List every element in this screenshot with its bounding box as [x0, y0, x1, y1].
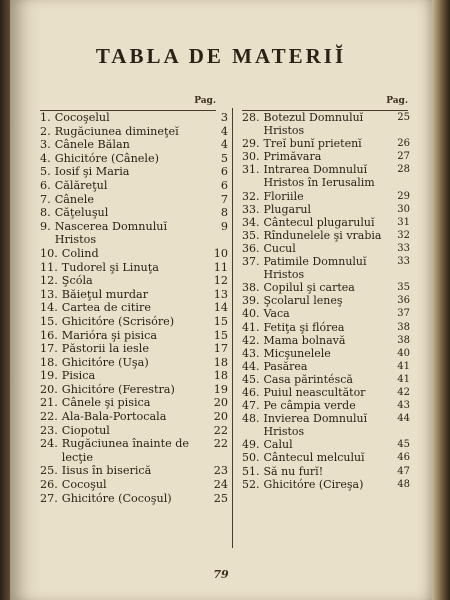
entry-title: Puiul neascultător: [263, 385, 366, 399]
contents-entry: [242, 150, 410, 163]
entry-number: 34.: [242, 215, 260, 229]
entry-title: Treĭ bunĭ prietenĭ: [263, 137, 362, 151]
contents-entry: [242, 190, 410, 203]
entry-page: 25: [397, 112, 410, 123]
entry-number: 29.: [242, 137, 260, 151]
entry-title: Ghicitóre (Cânele): [54, 151, 159, 165]
entry-page: 11: [213, 260, 228, 274]
entry-page: 18: [213, 355, 228, 369]
entry-page: 33: [397, 256, 410, 268]
entry-number: 43.: [242, 346, 260, 360]
entry-page: 24: [213, 478, 228, 492]
contents-entry: [242, 438, 410, 451]
entry-page: 3: [220, 111, 228, 124]
pag-header-left: Pag.: [40, 96, 216, 111]
entry-number: 24.: [40, 437, 58, 451]
entry-page: 12: [213, 274, 228, 288]
entry-page: 14: [213, 301, 228, 315]
contents-entry: [242, 478, 410, 491]
contents-entry: [242, 412, 410, 438]
entry-number: 16.: [40, 328, 58, 342]
contents-entry: [242, 203, 410, 216]
contents-entry: [40, 315, 228, 329]
entry-title: Iosif şi Maria: [54, 165, 130, 179]
entry-title: Ghicitóre (Scrisóre): [61, 314, 175, 328]
entry-title: Păstorii la iesle: [61, 342, 149, 356]
entry-page: 9: [220, 219, 228, 233]
entry-page: 23: [213, 464, 228, 478]
entry-number: 25.: [40, 464, 58, 478]
entry-title: Marióra şi pisica: [61, 328, 158, 342]
contents-entry: [40, 410, 228, 424]
contents-entry: [40, 464, 228, 478]
entry-number: 19.: [40, 369, 58, 383]
entry-title: Cocoşul: [61, 478, 107, 492]
entry-title: Căţeluşul: [54, 206, 109, 220]
entry-number: 33.: [242, 202, 260, 216]
contents-entry: [242, 386, 410, 399]
entry-number: 15.: [40, 314, 58, 328]
entry-number: 13.: [40, 287, 58, 301]
contents-entry: [242, 294, 410, 307]
entry-number: 40.: [242, 307, 260, 321]
entry-page: 7: [220, 192, 228, 206]
contents-entry: [242, 242, 410, 255]
book-spine-shadow: [0, 0, 10, 600]
entry-number: 38.: [242, 281, 260, 295]
entry-page: 20: [213, 396, 228, 410]
entry-title: Cântecul melculuĭ: [263, 451, 365, 465]
entry-title: Cartea de citire: [61, 301, 151, 315]
entry-title: Primăvara: [263, 150, 322, 164]
contents-entry: [242, 360, 410, 373]
contents-entry: [40, 138, 228, 152]
entry-page: 41: [397, 373, 410, 385]
entry-number: 42.: [242, 333, 260, 347]
entry-page: 6: [220, 178, 228, 192]
contents-entry: [242, 399, 410, 412]
contents-entry: [242, 137, 410, 150]
entry-title: Copilul şi cartea: [263, 281, 355, 295]
entry-page: 42: [397, 386, 410, 398]
column-divider: [232, 108, 233, 548]
page-title: TABLA DE MATERIĬ: [95, 44, 347, 68]
entry-number: 5.: [40, 165, 51, 179]
contents-entry: [242, 216, 410, 229]
entry-title: Ciopotul: [61, 423, 110, 437]
entry-title: Mama bolnavă: [263, 333, 346, 347]
entry-number: 2.: [40, 124, 51, 138]
contents-column-left: [40, 96, 228, 505]
contents-entry: [40, 424, 228, 438]
entry-title: Casa părintéscă: [263, 372, 353, 386]
contents-entry: [242, 465, 410, 478]
entry-page: 43: [397, 400, 410, 412]
entry-title: Floriile: [263, 189, 304, 203]
contents-entry: [242, 255, 410, 281]
entry-title: Micşunelele: [263, 346, 331, 360]
entry-number: 14.: [40, 301, 58, 315]
entry-title: Cucul: [263, 241, 296, 255]
contents-entry: [242, 334, 410, 347]
entry-title: Cântecul plugaruluĭ: [263, 215, 375, 229]
entry-page: 38: [397, 321, 410, 333]
entry-number: 23.: [40, 423, 58, 437]
entry-title: Cocoşelul: [54, 111, 110, 124]
entry-page: 36: [397, 295, 410, 307]
entry-page: 46: [397, 452, 410, 464]
entry-number: 51.: [242, 464, 260, 478]
contents-entry: [242, 347, 410, 360]
contents-entry: [40, 383, 228, 397]
contents-entry: [40, 437, 228, 464]
contents-entry: [40, 125, 228, 139]
entry-number: 1.: [40, 111, 51, 124]
entry-page: 22: [213, 437, 228, 451]
entry-title: Pisica: [61, 369, 96, 383]
entry-page: 33: [397, 242, 410, 254]
entry-page: 29: [397, 190, 410, 202]
entry-title: Cânele Bălan: [54, 138, 130, 152]
entry-page: 30: [397, 203, 410, 215]
entry-page: 27: [397, 151, 410, 163]
entry-title: Rîndunelele şi vrabia: [263, 228, 382, 242]
entry-title: Ghicitóre (Uşa): [61, 355, 149, 369]
contents-entry: [40, 261, 228, 275]
entry-number: 8.: [40, 206, 51, 220]
entry-number: 45.: [242, 372, 260, 386]
entry-number: 3.: [40, 138, 51, 152]
entry-number: 30.: [242, 150, 260, 164]
entry-number: 37.: [242, 255, 260, 269]
entry-title: Ghicitóre (Ferestra): [61, 382, 175, 396]
entry-number: 9.: [40, 219, 51, 233]
entry-number: 27.: [40, 491, 58, 505]
entry-title: Să nu furĭ!: [263, 464, 324, 478]
entry-page: 15: [213, 328, 228, 342]
contents-entry: [40, 329, 228, 343]
entry-page: 37: [397, 308, 410, 320]
contents-entry: [40, 301, 228, 315]
entry-page: 22: [213, 423, 228, 437]
entry-page: 26: [397, 138, 410, 150]
entry-page: 44: [397, 413, 410, 425]
entry-page: 10: [213, 246, 228, 260]
entry-page: 4: [220, 124, 228, 138]
entry-page: 45: [397, 439, 410, 451]
entry-page: 28: [397, 164, 410, 176]
contents-entry: [40, 193, 228, 207]
entry-number: 47.: [242, 399, 260, 413]
entry-title: Botezul Domnuluĭ Hristos: [263, 111, 364, 138]
contents-entry: [40, 369, 228, 383]
entry-page: 41: [397, 360, 410, 372]
contents-column-right: [242, 96, 410, 491]
entry-number: 32.: [242, 189, 260, 203]
contents-entry: [40, 247, 228, 261]
entry-number: 31.: [242, 163, 260, 177]
entry-title: Rugăciunea înainte de lecţie: [61, 437, 190, 464]
contents-entry: [242, 373, 410, 386]
entry-page: 19: [213, 382, 228, 396]
entry-page: 38: [397, 334, 410, 346]
contents-entry: [40, 342, 228, 356]
entry-number: 7.: [40, 192, 51, 206]
entry-number: 49.: [242, 438, 260, 452]
entry-title: Ghicitóre (Cireşa): [263, 477, 364, 491]
entry-title: Nascerea Domnuluĭ Hristos: [54, 219, 168, 247]
entry-page: 32: [397, 229, 410, 241]
entry-title: Calul: [263, 438, 293, 452]
contents-entry: [40, 492, 228, 506]
contents-entry: [242, 111, 410, 137]
contents-entry: [40, 179, 228, 193]
page-number: 79: [213, 568, 229, 581]
entry-title: Vaca: [263, 307, 290, 321]
entry-number: 50.: [242, 451, 260, 465]
entry-page: 15: [213, 314, 228, 328]
entry-title: Colind: [61, 246, 99, 260]
entry-title: Cânele şi pisica: [61, 396, 151, 410]
entry-title: Băieţul murdar: [61, 287, 149, 301]
entry-number: 26.: [40, 478, 58, 492]
entry-title: Cânele: [54, 192, 94, 206]
entry-title: Tudorel şi Linuţa: [61, 260, 159, 274]
entry-page: 17: [213, 342, 228, 356]
entry-title: Fetiţa şi flórea: [263, 320, 345, 334]
contents-entry: [242, 321, 410, 334]
entry-number: 17.: [40, 342, 58, 356]
contents-entry: [40, 478, 228, 492]
entry-page: 20: [213, 410, 228, 424]
entry-number: 52.: [242, 477, 260, 491]
entry-number: 35.: [242, 228, 260, 242]
entry-number: 48.: [242, 412, 260, 426]
entry-number: 12.: [40, 274, 58, 288]
entry-title: Patimile Domnuluĭ Hristos: [263, 255, 367, 282]
contents-entry: [242, 451, 410, 464]
entry-number: 46.: [242, 385, 260, 399]
contents-entry: [40, 220, 228, 247]
entry-number: 10.: [40, 246, 58, 260]
contents-entry: [242, 307, 410, 320]
entry-number: 36.: [242, 241, 260, 255]
entry-number: 18.: [40, 355, 58, 369]
entry-page: 13: [213, 287, 228, 301]
entry-page: 18: [213, 369, 228, 383]
contents-entry: [242, 229, 410, 242]
entry-page: 5: [220, 151, 228, 165]
entry-title: Ghicitóre (Cocoşul): [61, 491, 172, 505]
entry-number: 41.: [242, 320, 260, 334]
contents-entry: [40, 288, 228, 302]
contents-entry: [40, 165, 228, 179]
entry-page: 25: [213, 491, 228, 505]
entry-number: 11.: [40, 260, 58, 274]
entry-title: Intrarea Domnuluĭ Hristos în Ierusalim: [263, 163, 375, 190]
contents-entry: [40, 206, 228, 220]
entry-page: 40: [397, 347, 410, 359]
entry-page: 4: [220, 138, 228, 152]
contents-entry: [242, 163, 410, 189]
entry-title: Pe câmpia verde: [263, 399, 356, 413]
entry-title: Pasărea: [263, 359, 308, 373]
entry-number: 28.: [242, 111, 260, 124]
book-page: [10, 0, 432, 600]
entry-page: 31: [397, 216, 410, 228]
entry-number: 44.: [242, 359, 260, 373]
entry-page: 35: [397, 282, 410, 294]
entry-title: Călăreţul: [54, 178, 108, 192]
entry-number: 39.: [242, 294, 260, 308]
entry-page: 48: [397, 478, 410, 490]
entry-number: 22.: [40, 410, 58, 424]
entry-number: 4.: [40, 151, 51, 165]
entry-number: 21.: [40, 396, 58, 410]
contents-entry: [40, 396, 228, 410]
pag-header-right: Pag.: [242, 96, 408, 111]
contents-entry: [40, 111, 228, 125]
entry-title: Iisus în biserică: [61, 464, 152, 478]
entry-title: Şcolarul leneş: [263, 294, 343, 308]
entry-title: Ala-Bala-Portocala: [61, 410, 167, 424]
contents-entry: [40, 356, 228, 370]
contents-list-left: [40, 111, 228, 505]
entry-title: Rugăciunea dimineţeĭ: [54, 124, 179, 138]
page-edge-stack: [432, 0, 450, 600]
entry-page: 8: [220, 206, 228, 220]
entry-title: Plugarul: [263, 202, 311, 216]
contents-entry: [40, 152, 228, 166]
entry-page: 6: [220, 165, 228, 179]
entry-title: Invierea Domnuluĭ Hristos: [263, 412, 368, 439]
entry-title: Şcóla: [61, 274, 93, 288]
contents-entry: [242, 281, 410, 294]
contents-list-right: [242, 111, 410, 491]
entry-page: 47: [397, 465, 410, 477]
entry-number: 6.: [40, 178, 51, 192]
entry-number: 20.: [40, 382, 58, 396]
contents-entry: [40, 274, 228, 288]
